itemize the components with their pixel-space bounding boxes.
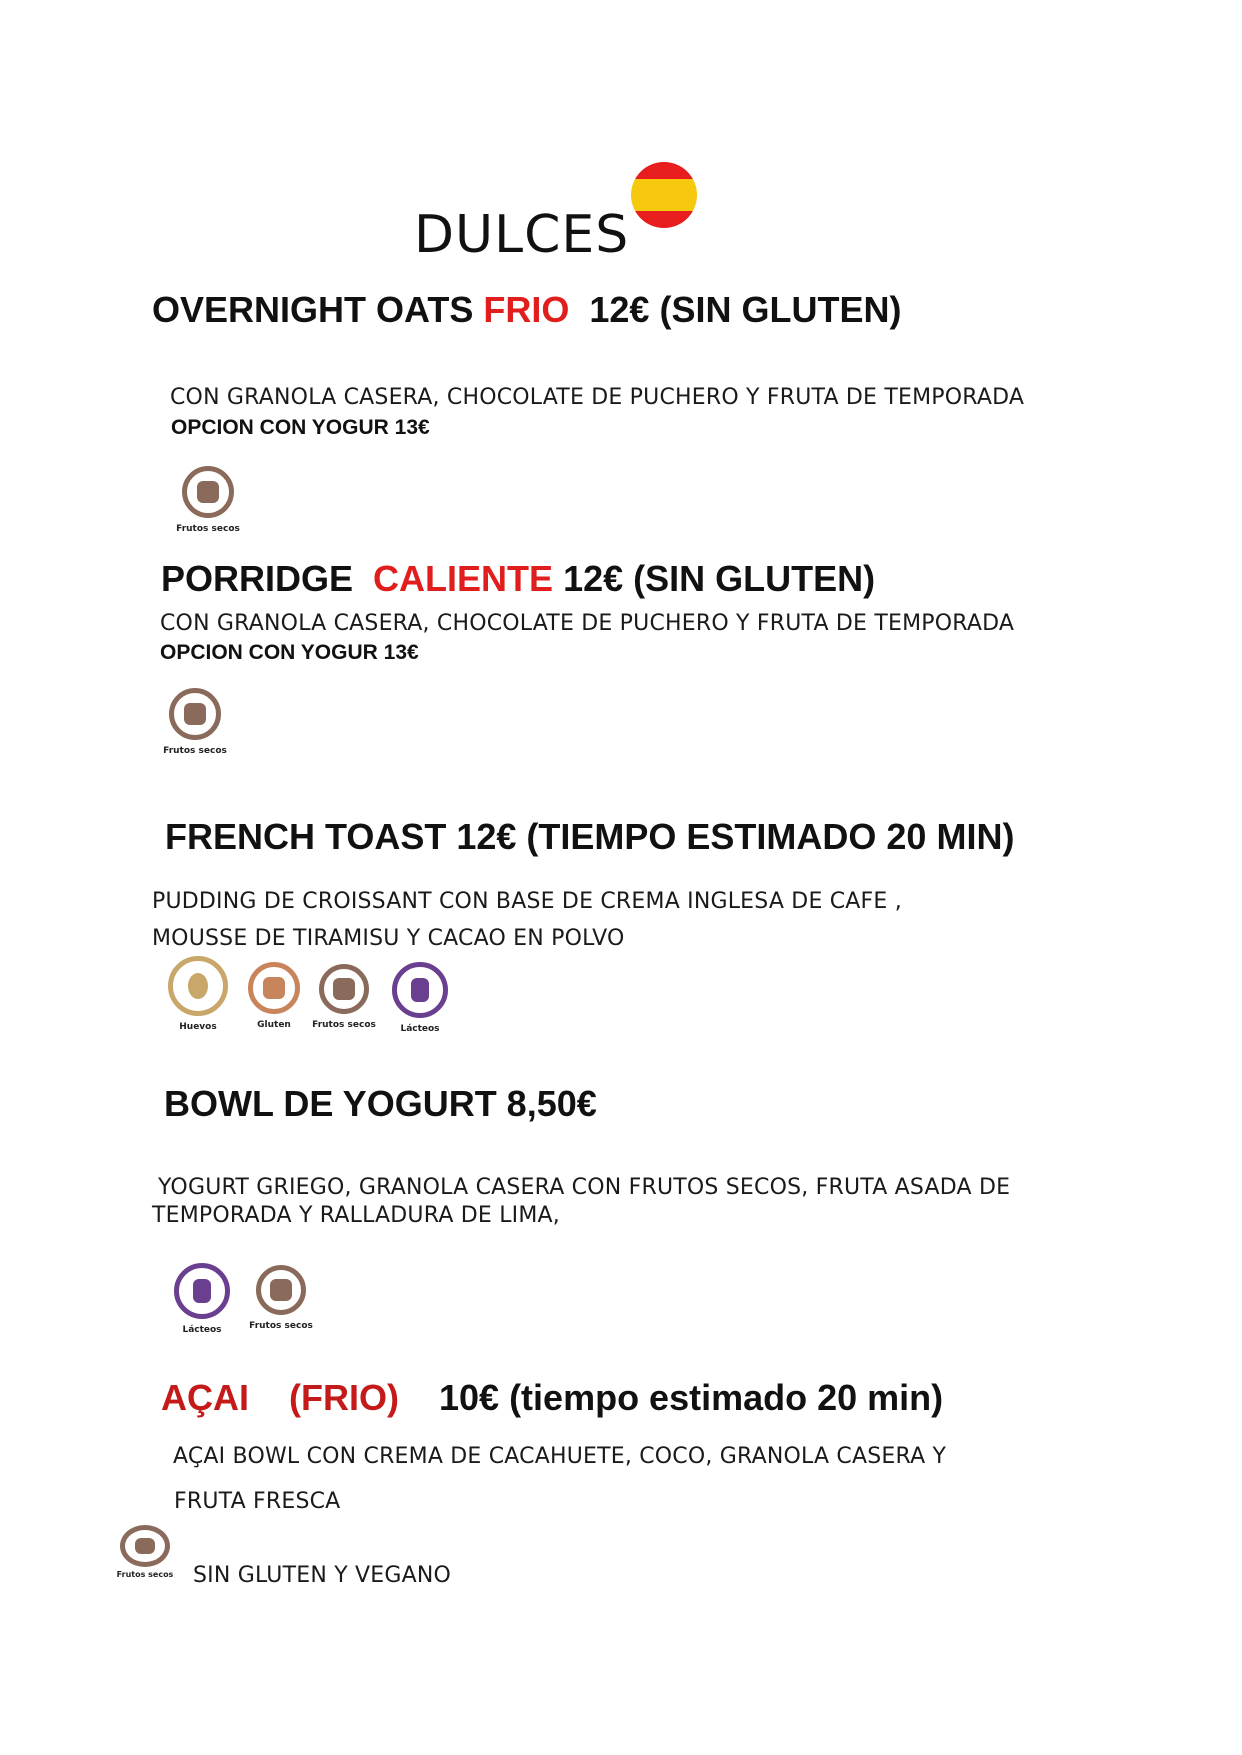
allergen-label: Lácteos bbox=[400, 1024, 440, 1034]
allergen-label: Frutos secos bbox=[116, 1570, 174, 1579]
item-description-line: FRUTA FRESCA bbox=[174, 1489, 341, 1514]
dairy-icon bbox=[411, 978, 429, 1002]
item-tag: FRIO bbox=[483, 289, 570, 330]
spain-flag-icon bbox=[631, 162, 697, 228]
allergen-badge bbox=[170, 466, 246, 534]
item-price: 10€ (tiempo estimado 20 min) bbox=[439, 1377, 944, 1418]
item-description-line: AÇAI BOWL CON CREMA DE CACAHUETE, COCO, GRANOLA CASERA Y bbox=[173, 1444, 947, 1469]
item-description: CON GRANOLA CASERA, CHOCOLATE DE PUCHERO Y FRUTA DE TEMPORADA bbox=[160, 611, 1015, 636]
gluten-icon bbox=[263, 977, 285, 999]
allergen-badge bbox=[160, 956, 236, 1032]
item-description: CON GRANOLA CASERA, CHOCOLATE DE PUCHERO Y FRUTA DE TEMPORADA bbox=[170, 385, 1025, 410]
allergen-label: Frutos secos bbox=[176, 524, 240, 534]
item-heading-bowl-de-yogurt: BOWL DE YOGURT 8,50€ bbox=[164, 1083, 597, 1124]
item-option: OPCION CON YOGUR 13€ bbox=[171, 416, 430, 439]
allergen-label: Gluten bbox=[257, 1020, 291, 1030]
item-description-line: PUDDING DE CROISSANT CON BASE DE CREMA INGLESA DE CAFE , bbox=[152, 889, 902, 914]
allergen-label: Frutos secos bbox=[163, 746, 227, 756]
allergen-badge bbox=[112, 1525, 178, 1579]
item-price: 12€ (SIN GLUTEN) bbox=[563, 558, 876, 599]
allergen-label: Frutos secos bbox=[249, 1321, 313, 1331]
nuts-icon bbox=[270, 1279, 292, 1301]
item-name: PORRIDGE bbox=[161, 558, 354, 599]
item-description-line: MOUSSE DE TIRAMISU Y CACAO EN POLVO bbox=[152, 926, 625, 951]
egg-icon bbox=[188, 973, 208, 999]
allergen-label: Huevos bbox=[179, 1022, 217, 1032]
allergen-label: Frutos secos bbox=[312, 1020, 376, 1030]
item-tag: CALIENTE bbox=[373, 558, 554, 599]
item-option: OPCION CON YOGUR 13€ bbox=[160, 641, 419, 664]
nuts-icon bbox=[184, 703, 206, 725]
item-note: SIN GLUTEN Y VEGANO bbox=[193, 1563, 452, 1588]
item-name: OVERNIGHT OATS bbox=[152, 289, 474, 330]
allergen-badge bbox=[236, 962, 312, 1030]
allergen-badge bbox=[382, 962, 458, 1034]
item-heading-overnight-oats bbox=[152, 289, 901, 331]
dairy-icon bbox=[193, 1279, 211, 1303]
item-price: 12€ (SIN GLUTEN) bbox=[589, 289, 902, 330]
item-heading-french-toast: FRENCH TOAST 12€ (TIEMPO ESTIMADO 20 MIN) bbox=[165, 816, 1015, 857]
page-title: DULCES bbox=[414, 205, 630, 265]
item-description-line: YOGURT GRIEGO, GRANOLA CASERA CON FRUTOS SECOS, FRUTA ASADA DE bbox=[158, 1175, 1011, 1200]
allergen-badge bbox=[164, 1263, 240, 1335]
item-heading-porridge bbox=[161, 558, 875, 600]
nuts-icon bbox=[197, 481, 219, 503]
item-name: AÇAI bbox=[161, 1377, 249, 1418]
allergen-badge bbox=[306, 964, 382, 1030]
nuts-icon bbox=[333, 978, 355, 1000]
allergen-label: Lácteos bbox=[182, 1325, 222, 1335]
nuts-icon bbox=[135, 1538, 155, 1554]
item-tag: (FRIO) bbox=[289, 1377, 399, 1418]
allergen-badge bbox=[157, 688, 233, 756]
item-heading-acai bbox=[161, 1377, 943, 1419]
allergen-badge bbox=[243, 1265, 319, 1331]
item-description-line: TEMPORADA Y RALLADURA DE LIMA, bbox=[152, 1203, 560, 1228]
